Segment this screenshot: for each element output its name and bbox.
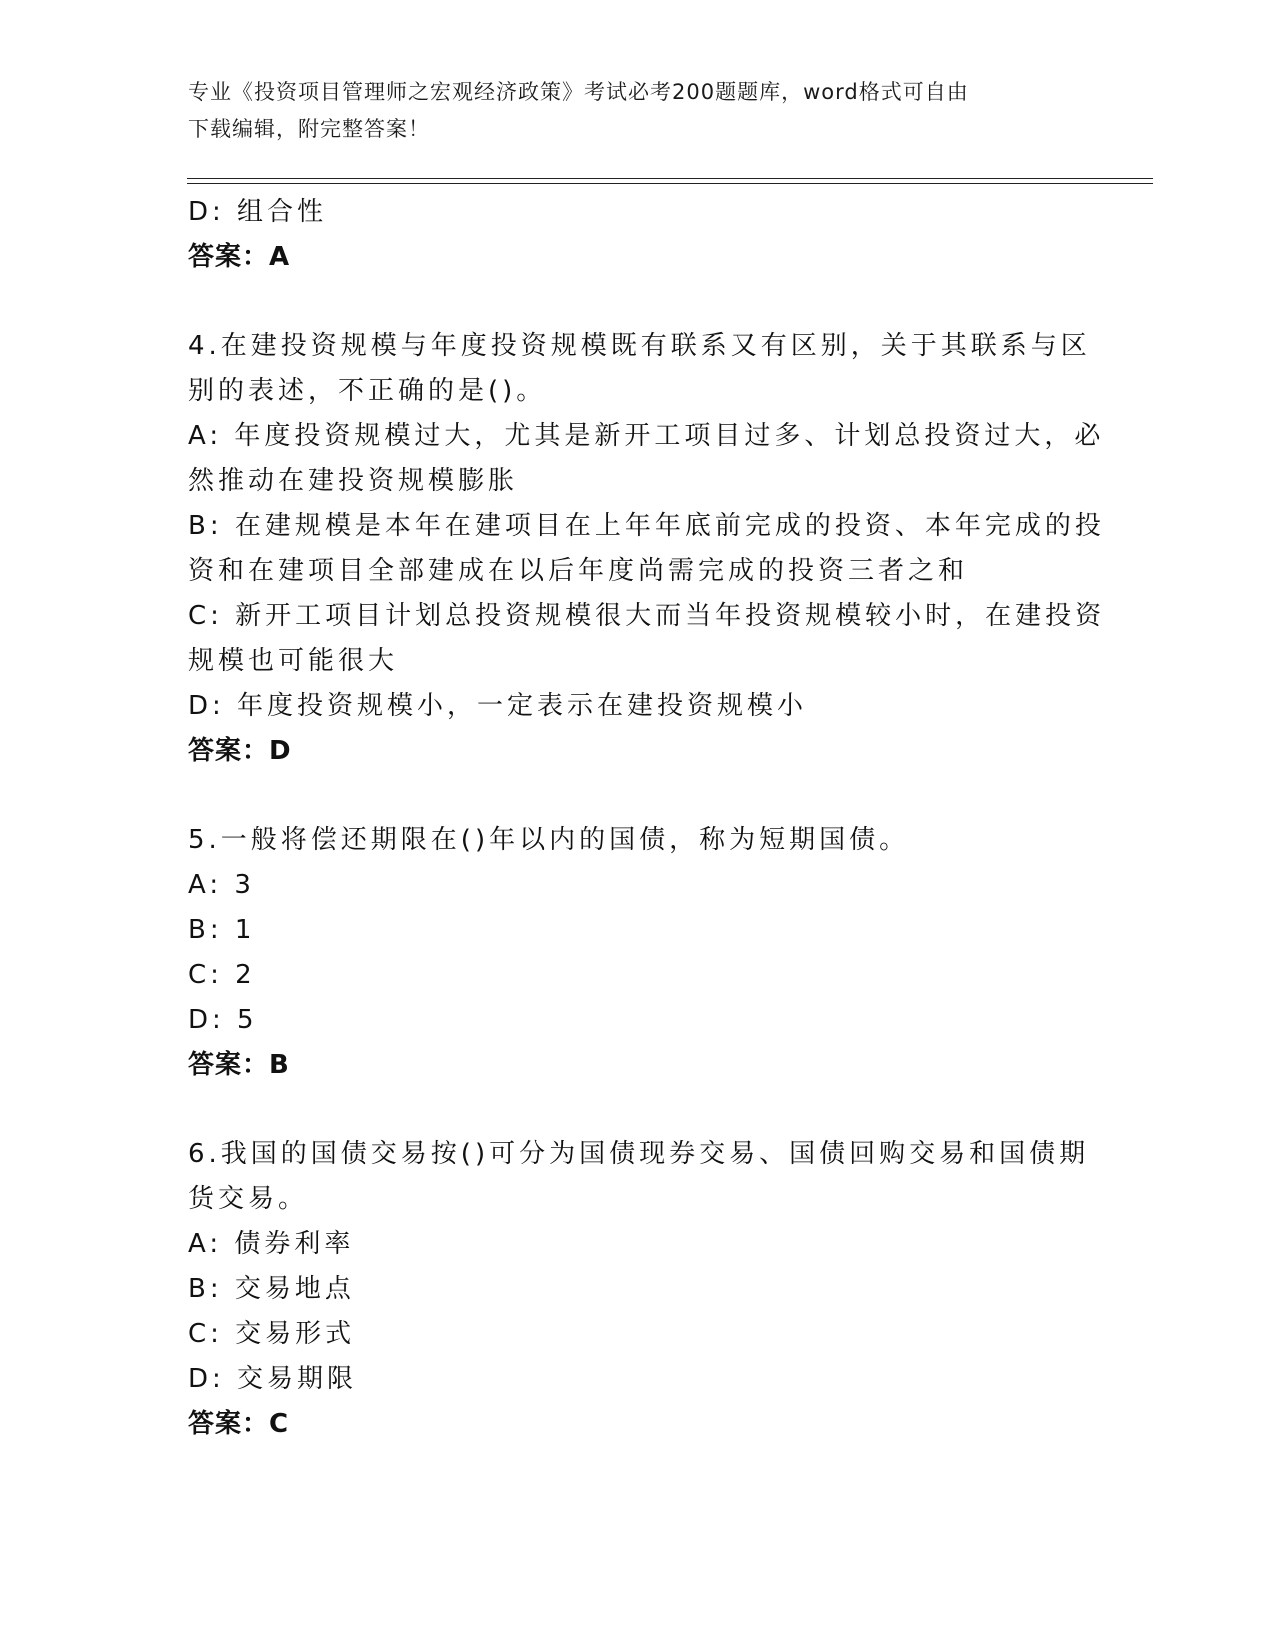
answer-line: 答案：D bbox=[188, 736, 292, 766]
question-stem: 5.一般将偿还期限在()年以内的国债，称为短期国债。 bbox=[188, 825, 910, 855]
option-b-continued: 资和在建项目全部建成在以后年度尚需完成的投资三者之和 bbox=[188, 556, 969, 586]
option-b: B: 交易地点 bbox=[188, 1274, 355, 1304]
question-stem: 6.我国的国债交易按()可分为国债现券交易、国债回购交易和国债期 bbox=[188, 1139, 1090, 1169]
option-d: D: 组合性 bbox=[188, 197, 328, 227]
document-body bbox=[188, 190, 1106, 1447]
option-a: A: 3 bbox=[188, 870, 255, 900]
option-c-continued: 规模也可能很大 bbox=[188, 646, 399, 676]
answer-line: 答案：A bbox=[188, 242, 291, 272]
header-divider-bottom bbox=[187, 183, 1153, 184]
option-c: C: 2 bbox=[188, 960, 256, 990]
question-spacer bbox=[188, 1088, 1068, 1132]
option-c: C: 交易形式 bbox=[188, 1319, 356, 1349]
question-stem: 别的表述，不正确的是()。 bbox=[188, 376, 547, 406]
answer-line: 答案：B bbox=[188, 1050, 290, 1080]
option-a: A: 债券利率 bbox=[188, 1229, 355, 1259]
option-d: D: 5 bbox=[188, 1005, 258, 1035]
option-b: B: 1 bbox=[188, 915, 256, 945]
page-header bbox=[188, 74, 1068, 148]
question-4 bbox=[188, 324, 1106, 774]
question-spacer bbox=[188, 774, 1068, 818]
option-d: D: 年度投资规模小，一定表示在建投资规模小 bbox=[188, 691, 808, 721]
question-spacer bbox=[188, 280, 1068, 324]
option-a: A: 年度投资规模过大，尤其是新开工项目过多、计划总投资过大，必 bbox=[188, 421, 1105, 451]
header-divider-top bbox=[187, 178, 1153, 179]
question-stem: 货交易。 bbox=[188, 1184, 309, 1214]
header-line-1: 专业《投资项目管理师之宏观经济政策》考试必考200题题库，word格式可自由 bbox=[188, 80, 969, 104]
option-c: C: 新开工项目计划总投资规模很大而当年投资规模较小时，在建投资 bbox=[188, 601, 1106, 631]
option-a-continued: 然推动在建投资规模膨胀 bbox=[188, 466, 519, 496]
option-b: B: 在建规模是本年在建项目在上年年底前完成的投资、本年完成的投 bbox=[188, 511, 1105, 541]
question-stem: 4.在建投资规模与年度投资规模既有联系又有区别，关于其联系与区 bbox=[188, 331, 1091, 361]
question-5 bbox=[188, 818, 1068, 1088]
answer-line: 答案：C bbox=[188, 1409, 290, 1439]
option-d: D: 交易期限 bbox=[188, 1364, 358, 1394]
header-line-2: 下载编辑，附完整答案！ bbox=[188, 117, 430, 141]
question-6 bbox=[188, 1132, 1090, 1447]
